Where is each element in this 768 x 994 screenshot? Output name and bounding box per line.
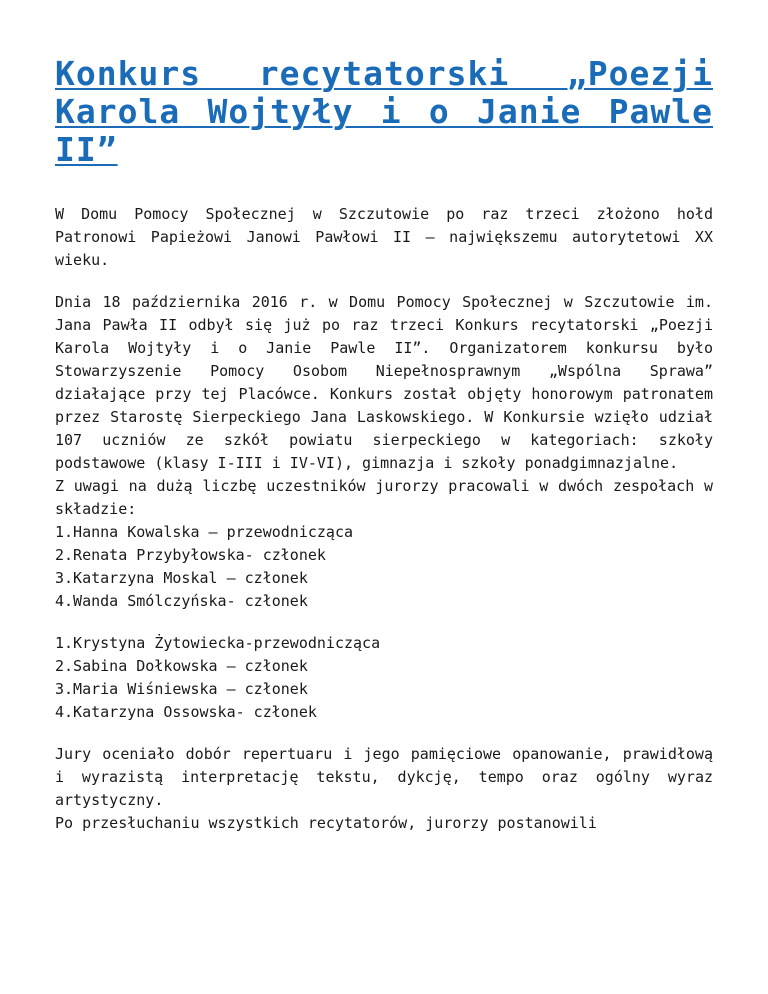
list-item: 3.Katarzyna Moskal – członek xyxy=(55,569,308,587)
decision-paragraph: Po przesłuchaniu wszystkich recytatorów, jurorzy postanowili xyxy=(55,814,597,832)
intro-paragraph: W Domu Pomocy Społecznej w Szczutowie po raz trzeci złożono hołd Patronowi Papieżowi Janowi Pawłowi II – największemu autorytetowi XX wieku. xyxy=(55,205,713,269)
article xyxy=(55,55,713,835)
article-title-link[interactable]: Konkurs recytatorski „Poezji Karola Wojtyły i o Janie Pawle II” xyxy=(55,54,713,169)
jury-team-2-list xyxy=(55,632,713,724)
jury-team-1-list xyxy=(55,521,713,613)
event-paragraph: Dnia 18 października 2016 r. w Domu Pomocy Społecznej w Szczutowie im. Jana Pawła II odbył się już po raz trzeci Konkurs recytatorski „Poezji Karola Wojtyły i o Janie Pawle II”. Organizatorem konkursu było Stowarzyszenie Pomocy Osobom Niepełnosprawnym „Wspólna Sprawa” działające przy tej Placówce. Konkurs został objęty honorowym patronatem przez Starostę Sierpeckiego Jana Laskowskiego. W Konkursie wzięło udział 107 uczniów ze szkół powiatu sierpeckiego w kategoriach: szkoły podstawowe (klasy I-III i IV-VI), gimnazja i szkoły ponadgimnazjalne. xyxy=(55,293,713,472)
article-title xyxy=(55,55,713,169)
list-item: 4.Wanda Smólczyńska- członek xyxy=(55,592,308,610)
list-item: 2.Renata Przybyłowska- członek xyxy=(55,546,326,564)
list-item: 1.Hanna Kowalska – przewodnicząca xyxy=(55,523,354,541)
list-item: 3.Maria Wiśniewska – członek xyxy=(55,680,308,698)
article-body xyxy=(55,203,713,835)
criteria-paragraph: Jury oceniało dobór repertuaru i jego pamięciowe opanowanie, prawidłową i wyrazistą interpretację tekstu, dykcję, tempo oraz ogólny wyraz artystyczny. xyxy=(55,745,713,809)
list-item: 1.Krystyna Żytowiecka-przewodnicząca xyxy=(55,634,381,652)
jury-intro-paragraph: Z uwagi na dużą liczbę uczestników jurorzy pracowali w dwóch zespołach w składzie: xyxy=(55,477,713,518)
list-item: 4.Katarzyna Ossowska- członek xyxy=(55,703,317,721)
list-item: 2.Sabina Dołkowska – członek xyxy=(55,657,308,675)
